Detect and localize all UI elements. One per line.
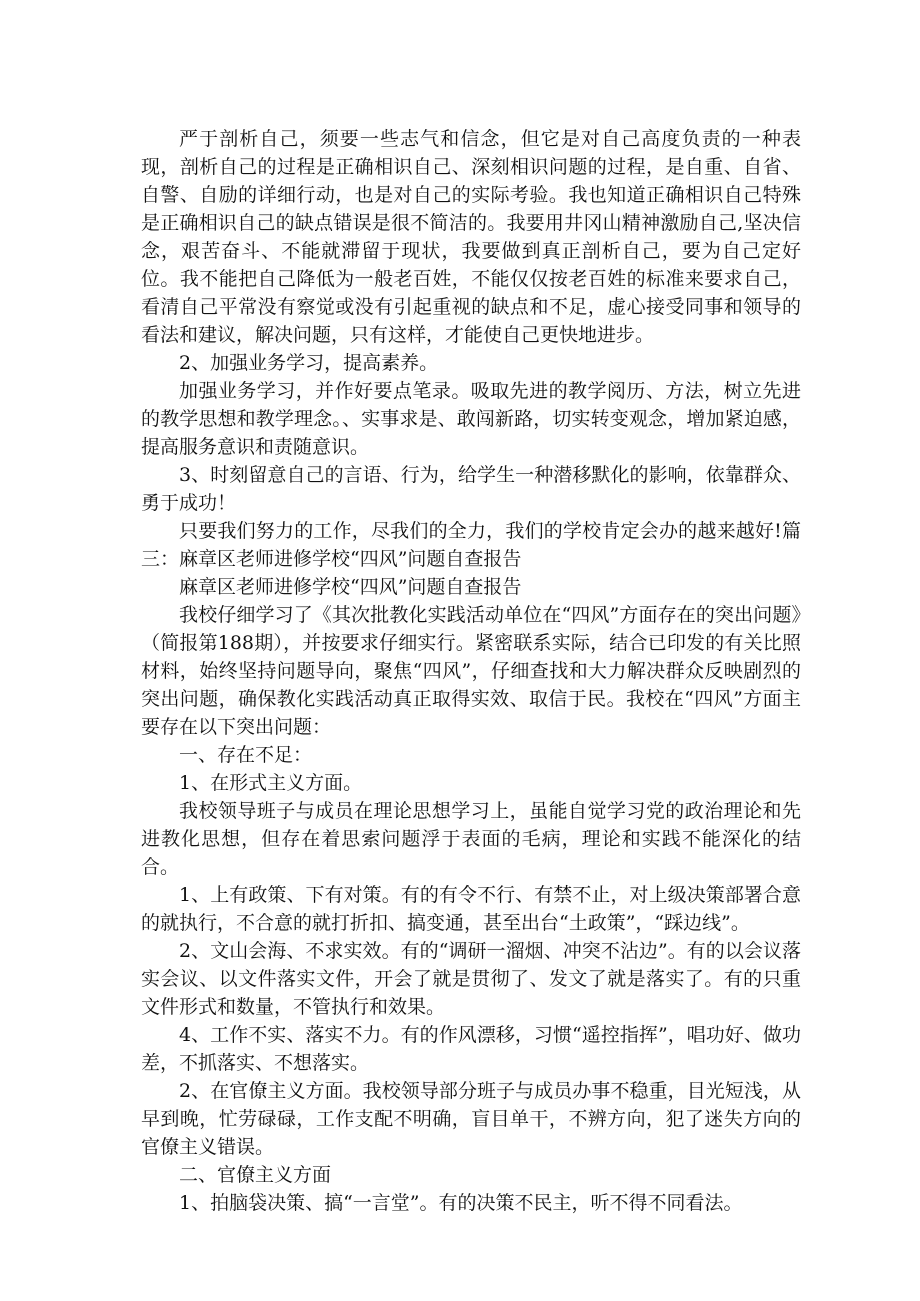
- heading-formalism: 1、在形式主义方面。: [179, 772, 363, 794]
- paragraph-report-intro: 我校仔细学习了《其次批教化实践活动单位在“四风”方面存在的突出问题》（简报第188期），并按要求仔细实行。紧密联系实际，结合已印发的有关比照材料，始终坚持问题导向，聚焦“四风”，仔细查找和大力解决群众反映剧烈的突出问题，确保教化实践活动真正取得实效、取信于民。我校在“四风”方面主要存在以下突出问题：: [141, 604, 801, 738]
- paragraph-self-analysis: 严于剖析自己，须要一些志气和信念，但它是对自己高度负责的一种表现，剖析自己的过程是正确相识自己、深刻相识问题的过程，是自重、自省、自警、自励的详细行动，也是对自己的实际考验。我也知道正确相识自己特殊是正确相识自己的缺点错误是很不简洁的。我要用井冈山精神激励自己,坚决信念，艰苦奋斗、不能就滞留于现状，我要做到真正剖析自己，要为自己定好位。我不能把自己降低为一般老百姓，不能仅仅按老百姓的标准来要求自己，看清自己平常没有察觉或没有引起重视的缺点和不足，虚心接受同事和领导的看法和建议，解决问题，只有这样，才能使自己更快地进步。: [141, 128, 801, 346]
- list-item-policy: 1、上有政策、下有对策。有的有令不行、有禁不止，对上级决策部署合意的就执行，不合意的就打折扣、搞变通，甚至出台“土政策”，“踩边线”。: [141, 884, 801, 934]
- heading-section-1-shortcomings: 一、存在不足：: [179, 744, 313, 766]
- report-title: 麻章区老师进修学校“四风”问题自查报告: [179, 576, 522, 598]
- heading-item-2-study: 2、加强业务学习，提高素养。: [179, 352, 439, 374]
- list-item-work-practice: 4、工作不实、落实不力。有的作风漂移，习惯“遥控指挥”，唱功好、做功差，不抓落实、不想落实。: [141, 1024, 801, 1074]
- paragraph-bureaucratism: 2、在官僚主义方面。我校领导部分班子与成员办事不稳重，目光短浅，从早到晚，忙劳碌碌，工作支配不明确，盲目单干，不辨方向，犯了迷失方向的官僚主义错误。: [141, 1080, 801, 1158]
- list-item-meetings: 2、文山会海、不求实效。有的“调研一溜烟、冲突不沾边”。有的以会议落实会议、以文件落实文件，开会了就是贯彻了、发文了就是落实了。有的只重文件形式和数量，不管执行和效果。: [141, 940, 801, 1018]
- heading-item-3-behavior: 3、时刻留意自己的言语、行为，给学生一种潜移默化的影响，依靠群众、勇于成功！: [141, 464, 801, 514]
- list-item-decision-making: 1、拍脑袋决策、搞“一言堂”。有的决策不民主，听不得不同看法。: [179, 1192, 743, 1214]
- paragraph-closing-and-section-3: 只要我们努力的工作，尽我们的全力，我们的学校肯定会办的越来越好!篇三：麻章区老师进修学校“四风”问题自查报告: [141, 520, 801, 570]
- document-body: [141, 125, 801, 1217]
- heading-section-2-bureaucratism: 二、官僚主义方面: [179, 1164, 332, 1186]
- paragraph-theory-study: 我校领导班子与成员在理论思想学习上，虽能自觉学习党的政治理论和先进教化思想，但存在着思索问题浮于表面的毛病，理论和实践不能深化的结合。: [141, 800, 801, 878]
- paragraph-study-details: 加强业务学习，并作好要点笔录。吸取先进的教学阅历、方法，树立先进的教学思想和教学理念。、实事求是、敢闯新路，切实转变观念，增加紧迫感，提高服务意识和责随意识。: [141, 380, 801, 458]
